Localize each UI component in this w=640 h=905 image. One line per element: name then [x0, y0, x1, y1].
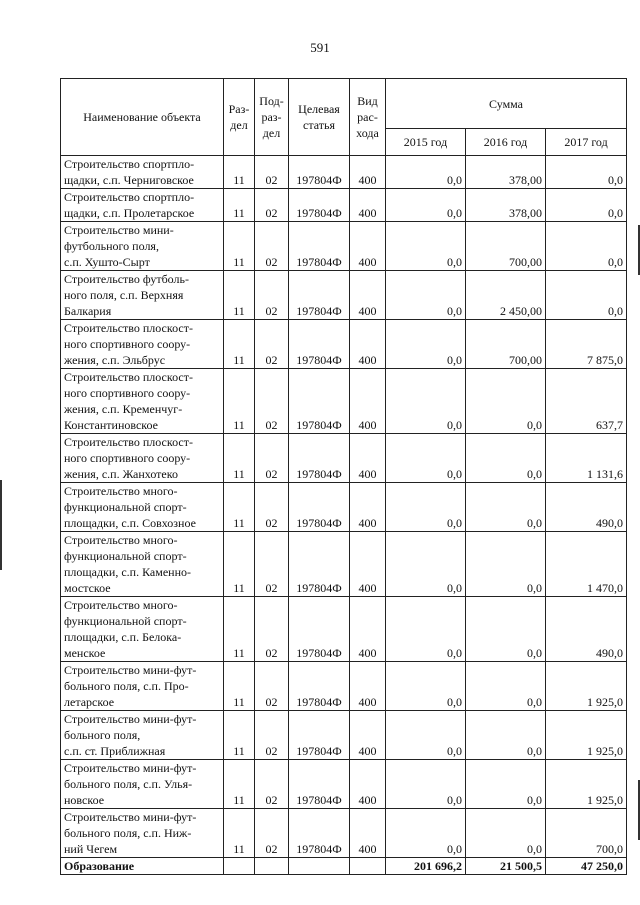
sum-2015-cell: 0,0: [386, 156, 466, 189]
table-row: [61, 809, 627, 858]
subsection-cell: 02: [255, 662, 289, 711]
subsection-cell: 02: [255, 189, 289, 222]
sum-2016-cell: 378,00: [466, 156, 546, 189]
target-cell: 197804Ф: [289, 189, 350, 222]
sum-2015-cell: 0,0: [386, 809, 466, 858]
subsection-cell: 02: [255, 532, 289, 597]
sum-2016-cell: 0,0: [466, 369, 546, 434]
sum-2015-cell: 0,0: [386, 760, 466, 809]
page-number: 591: [310, 40, 330, 55]
section-cell: 11: [224, 189, 255, 222]
total-empty-cell: [224, 858, 255, 875]
expense-type-cell: 400: [350, 189, 386, 222]
section-cell: 11: [224, 369, 255, 434]
expense-type-cell: 400: [350, 222, 386, 271]
target-cell: 197804Ф: [289, 222, 350, 271]
total-2016-cell: 21 500,5: [466, 858, 546, 875]
section-cell: 11: [224, 156, 255, 189]
table-row: [61, 760, 627, 809]
sum-2017-cell: 637,7: [546, 369, 627, 434]
target-cell: 197804Ф: [289, 809, 350, 858]
sum-2015-cell: 0,0: [386, 434, 466, 483]
sum-2015-cell: 0,0: [386, 189, 466, 222]
target-cell: 197804Ф: [289, 156, 350, 189]
sum-2015-cell: 0,0: [386, 483, 466, 532]
sum-2015-cell: 0,0: [386, 532, 466, 597]
subsection-cell: 02: [255, 809, 289, 858]
table-row: [61, 483, 627, 532]
sum-2017-cell: 1 470,0: [546, 532, 627, 597]
expense-type-cell: 400: [350, 532, 386, 597]
sum-2015-cell: 0,0: [386, 369, 466, 434]
sum-2017-cell: 1 925,0: [546, 711, 627, 760]
budget-table: [60, 78, 627, 875]
sum-2015-cell: 0,0: [386, 320, 466, 369]
target-cell: 197804Ф: [289, 434, 350, 483]
table-row: [61, 597, 627, 662]
object-name: Строительство мини-фут- больного поля, с.п. ст. Приближная: [61, 711, 224, 760]
sum-2016-cell: 0,0: [466, 760, 546, 809]
sum-2017-cell: 700,0: [546, 809, 627, 858]
subsection-cell: 02: [255, 222, 289, 271]
object-name: Строительство спортпло- щадки, с.п. Черниговское: [61, 156, 224, 189]
section-cell: 11: [224, 711, 255, 760]
scan-edge-mark: [0, 480, 2, 570]
target-cell: 197804Ф: [289, 662, 350, 711]
target-cell: 197804Ф: [289, 483, 350, 532]
sum-2016-cell: 0,0: [466, 434, 546, 483]
col-header-year-2017: 2017 год: [546, 129, 627, 156]
sum-2016-cell: 700,00: [466, 320, 546, 369]
table-row: [61, 369, 627, 434]
table-row: [61, 711, 627, 760]
subsection-cell: 02: [255, 597, 289, 662]
expense-type-cell: 400: [350, 597, 386, 662]
table-row: [61, 189, 627, 222]
target-cell: 197804Ф: [289, 597, 350, 662]
expense-type-cell: 400: [350, 320, 386, 369]
section-cell: 11: [224, 483, 255, 532]
target-cell: 197804Ф: [289, 369, 350, 434]
section-cell: 11: [224, 662, 255, 711]
total-label: Образование: [61, 858, 224, 875]
sum-2016-cell: 0,0: [466, 711, 546, 760]
subsection-cell: 02: [255, 156, 289, 189]
expense-type-cell: 400: [350, 156, 386, 189]
total-empty-cell: [255, 858, 289, 875]
subsection-cell: 02: [255, 271, 289, 320]
sum-2016-cell: 0,0: [466, 597, 546, 662]
sum-2016-cell: 2 450,00: [466, 271, 546, 320]
sum-2017-cell: 0,0: [546, 222, 627, 271]
section-cell: 11: [224, 320, 255, 369]
total-2015-cell: 201 696,2: [386, 858, 466, 875]
expense-type-cell: 400: [350, 369, 386, 434]
section-cell: 11: [224, 434, 255, 483]
object-name: Строительство плоскост- ного спортивного соору- жения, с.п. Жанхотеко: [61, 434, 224, 483]
sum-2015-cell: 0,0: [386, 711, 466, 760]
object-name: Строительство много- функциональной спорт- площадки, с.п. Каменно- мостское: [61, 532, 224, 597]
total-empty-cell: [350, 858, 386, 875]
sum-2017-cell: 1 925,0: [546, 662, 627, 711]
sum-2017-cell: 490,0: [546, 597, 627, 662]
sum-2016-cell: 700,00: [466, 222, 546, 271]
table-body: [61, 156, 627, 875]
section-cell: 11: [224, 532, 255, 597]
expense-type-cell: 400: [350, 809, 386, 858]
target-cell: 197804Ф: [289, 271, 350, 320]
object-name: Строительство мини-фут- больного поля, с.п. Про- летарское: [61, 662, 224, 711]
table-row: [61, 434, 627, 483]
sum-2016-cell: 0,0: [466, 483, 546, 532]
total-row: [61, 858, 627, 875]
sum-2016-cell: 378,00: [466, 189, 546, 222]
subsection-cell: 02: [255, 711, 289, 760]
object-name: Строительство мини-фут- больного поля, с.п. Ниж- ний Чегем: [61, 809, 224, 858]
object-name: Строительство футболь- ного поля, с.п. Верхняя Балкария: [61, 271, 224, 320]
expense-type-cell: 400: [350, 662, 386, 711]
col-header-expense-type: Вид рас- хода: [350, 79, 386, 156]
table-row: [61, 222, 627, 271]
col-header-year-2015: 2015 год: [386, 129, 466, 156]
expense-type-cell: 400: [350, 271, 386, 320]
object-name: Строительство много- функциональной спорт- площадки, с.п. Совхозное: [61, 483, 224, 532]
sum-2017-cell: 0,0: [546, 189, 627, 222]
sum-2017-cell: 1 131,6: [546, 434, 627, 483]
target-cell: 197804Ф: [289, 711, 350, 760]
sum-2017-cell: 490,0: [546, 483, 627, 532]
col-header-section: Раз- дел: [224, 79, 255, 156]
col-header-year-2016: 2016 год: [466, 129, 546, 156]
sum-2015-cell: 0,0: [386, 597, 466, 662]
total-2017-cell: 47 250,0: [546, 858, 627, 875]
section-cell: 11: [224, 271, 255, 320]
section-cell: 11: [224, 809, 255, 858]
table-row: [61, 320, 627, 369]
table-row: [61, 271, 627, 320]
subsection-cell: 02: [255, 483, 289, 532]
col-header-target: Целевая статья: [289, 79, 350, 156]
col-header-subsection: Под- раз- дел: [255, 79, 289, 156]
expense-type-cell: 400: [350, 711, 386, 760]
target-cell: 197804Ф: [289, 532, 350, 597]
target-cell: 197804Ф: [289, 760, 350, 809]
sum-2016-cell: 0,0: [466, 532, 546, 597]
table-row: [61, 662, 627, 711]
object-name: Строительство много- функциональной спорт- площадки, с.п. Белока- менское: [61, 597, 224, 662]
col-header-name: Наименование объекта: [61, 79, 224, 156]
object-name: Строительство плоскост- ного спортивного соору- жения, с.п. Эльбрус: [61, 320, 224, 369]
table-row: [61, 156, 627, 189]
object-name: Строительство спортпло- щадки, с.п. Пролетарское: [61, 189, 224, 222]
object-name: Строительство мини-фут- больного поля, с.п. Улья- новское: [61, 760, 224, 809]
subsection-cell: 02: [255, 369, 289, 434]
expense-type-cell: 400: [350, 483, 386, 532]
col-header-sum: Сумма: [386, 79, 627, 129]
sum-2017-cell: 0,0: [546, 156, 627, 189]
sum-2017-cell: 1 925,0: [546, 760, 627, 809]
sum-2015-cell: 0,0: [386, 222, 466, 271]
expense-type-cell: 400: [350, 760, 386, 809]
subsection-cell: 02: [255, 434, 289, 483]
sum-2015-cell: 0,0: [386, 271, 466, 320]
sum-2017-cell: 7 875,0: [546, 320, 627, 369]
target-cell: 197804Ф: [289, 320, 350, 369]
subsection-cell: 02: [255, 760, 289, 809]
expense-type-cell: 400: [350, 434, 386, 483]
section-cell: 11: [224, 597, 255, 662]
object-name: Строительство мини- футбольного поля, с.п. Хушто-Сырт: [61, 222, 224, 271]
sum-2017-cell: 0,0: [546, 271, 627, 320]
subsection-cell: 02: [255, 320, 289, 369]
sum-2016-cell: 0,0: [466, 809, 546, 858]
total-empty-cell: [289, 858, 350, 875]
sum-2015-cell: 0,0: [386, 662, 466, 711]
section-cell: 11: [224, 222, 255, 271]
sum-2016-cell: 0,0: [466, 662, 546, 711]
table-row: [61, 532, 627, 597]
section-cell: 11: [224, 760, 255, 809]
object-name: Строительство плоскост- ного спортивного соору- жения, с.п. Кременчуг- Константиновское: [61, 369, 224, 434]
